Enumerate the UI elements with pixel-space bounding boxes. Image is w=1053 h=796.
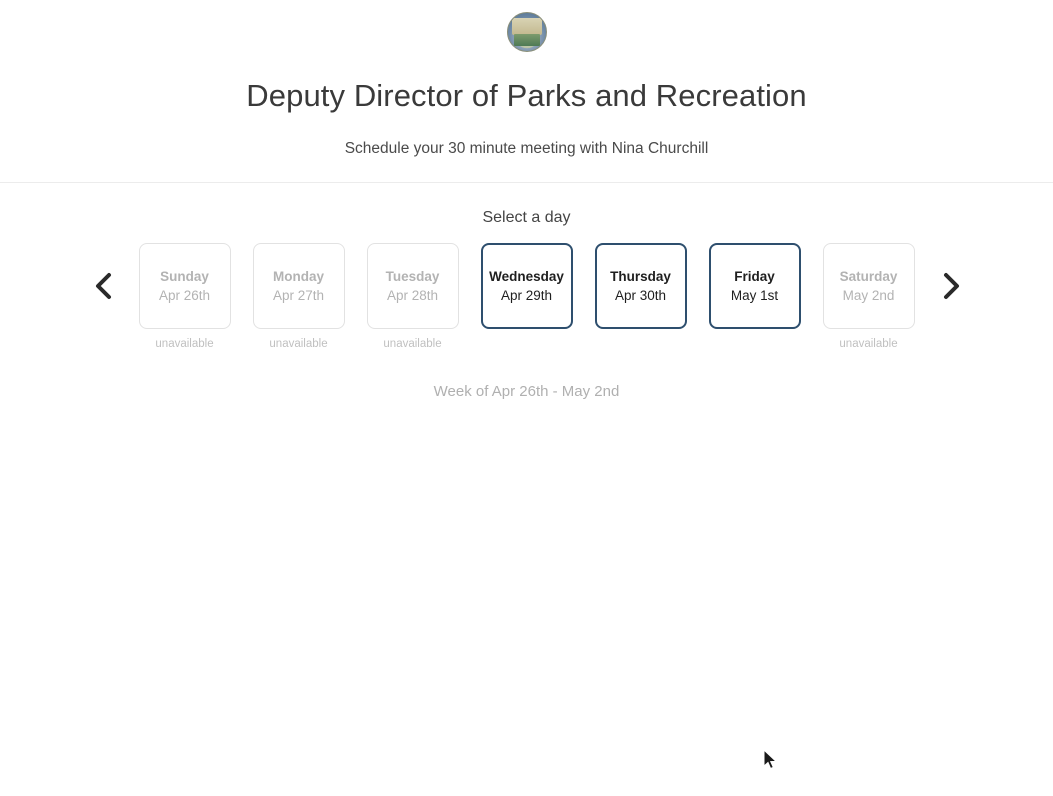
day-card-wednesday[interactable]	[481, 243, 573, 329]
day-column	[367, 243, 459, 352]
day-card-sunday	[139, 243, 231, 329]
day-date: May 1st	[730, 288, 779, 303]
city-seal-icon	[507, 12, 547, 52]
day-name: Friday	[734, 269, 775, 284]
mouse-cursor	[764, 750, 778, 770]
logo-container	[0, 8, 1053, 56]
day-status: unavailable	[383, 338, 442, 350]
day-date: Apr 27th	[272, 288, 325, 303]
prev-week-button[interactable]	[81, 243, 125, 329]
day-column	[595, 243, 687, 352]
chevron-left-icon	[92, 271, 114, 301]
day-card-saturday	[823, 243, 915, 329]
day-column	[481, 243, 573, 352]
next-week-button[interactable]	[929, 243, 973, 329]
day-name: Tuesday	[385, 269, 440, 284]
week-selector	[0, 243, 1053, 363]
day-column	[823, 243, 915, 352]
day-name: Sunday	[160, 269, 209, 284]
day-list	[139, 243, 915, 352]
day-name: Saturday	[839, 269, 898, 284]
day-card-tuesday	[367, 243, 459, 329]
day-date: May 2nd	[842, 288, 895, 303]
day-date: Apr 28th	[386, 288, 439, 303]
page-header	[0, 0, 1053, 183]
day-column	[709, 243, 801, 352]
day-date: Apr 30th	[614, 288, 667, 303]
day-card-thursday[interactable]	[595, 243, 687, 329]
chevron-right-icon	[940, 271, 962, 301]
day-status: unavailable	[839, 338, 898, 350]
day-name: Monday	[272, 269, 324, 284]
day-status: unavailable	[269, 338, 328, 350]
day-date: Apr 26th	[158, 288, 211, 303]
day-name: Wednesday	[489, 269, 564, 284]
day-column	[253, 243, 345, 352]
day-card-friday[interactable]	[709, 243, 801, 329]
day-date: Apr 29th	[500, 288, 553, 303]
day-card-monday	[253, 243, 345, 329]
day-status: unavailable	[155, 338, 214, 350]
day-name: Thursday	[610, 269, 671, 284]
select-day-label: Select a day	[482, 209, 571, 226]
page-title: Deputy Director of Parks and Recreation	[246, 78, 807, 113]
page-subtitle: Schedule your 30 minute meeting with Nina Churchill	[344, 140, 709, 157]
day-column	[139, 243, 231, 352]
week-range-label: Week of Apr 26th - May 2nd	[433, 383, 620, 400]
